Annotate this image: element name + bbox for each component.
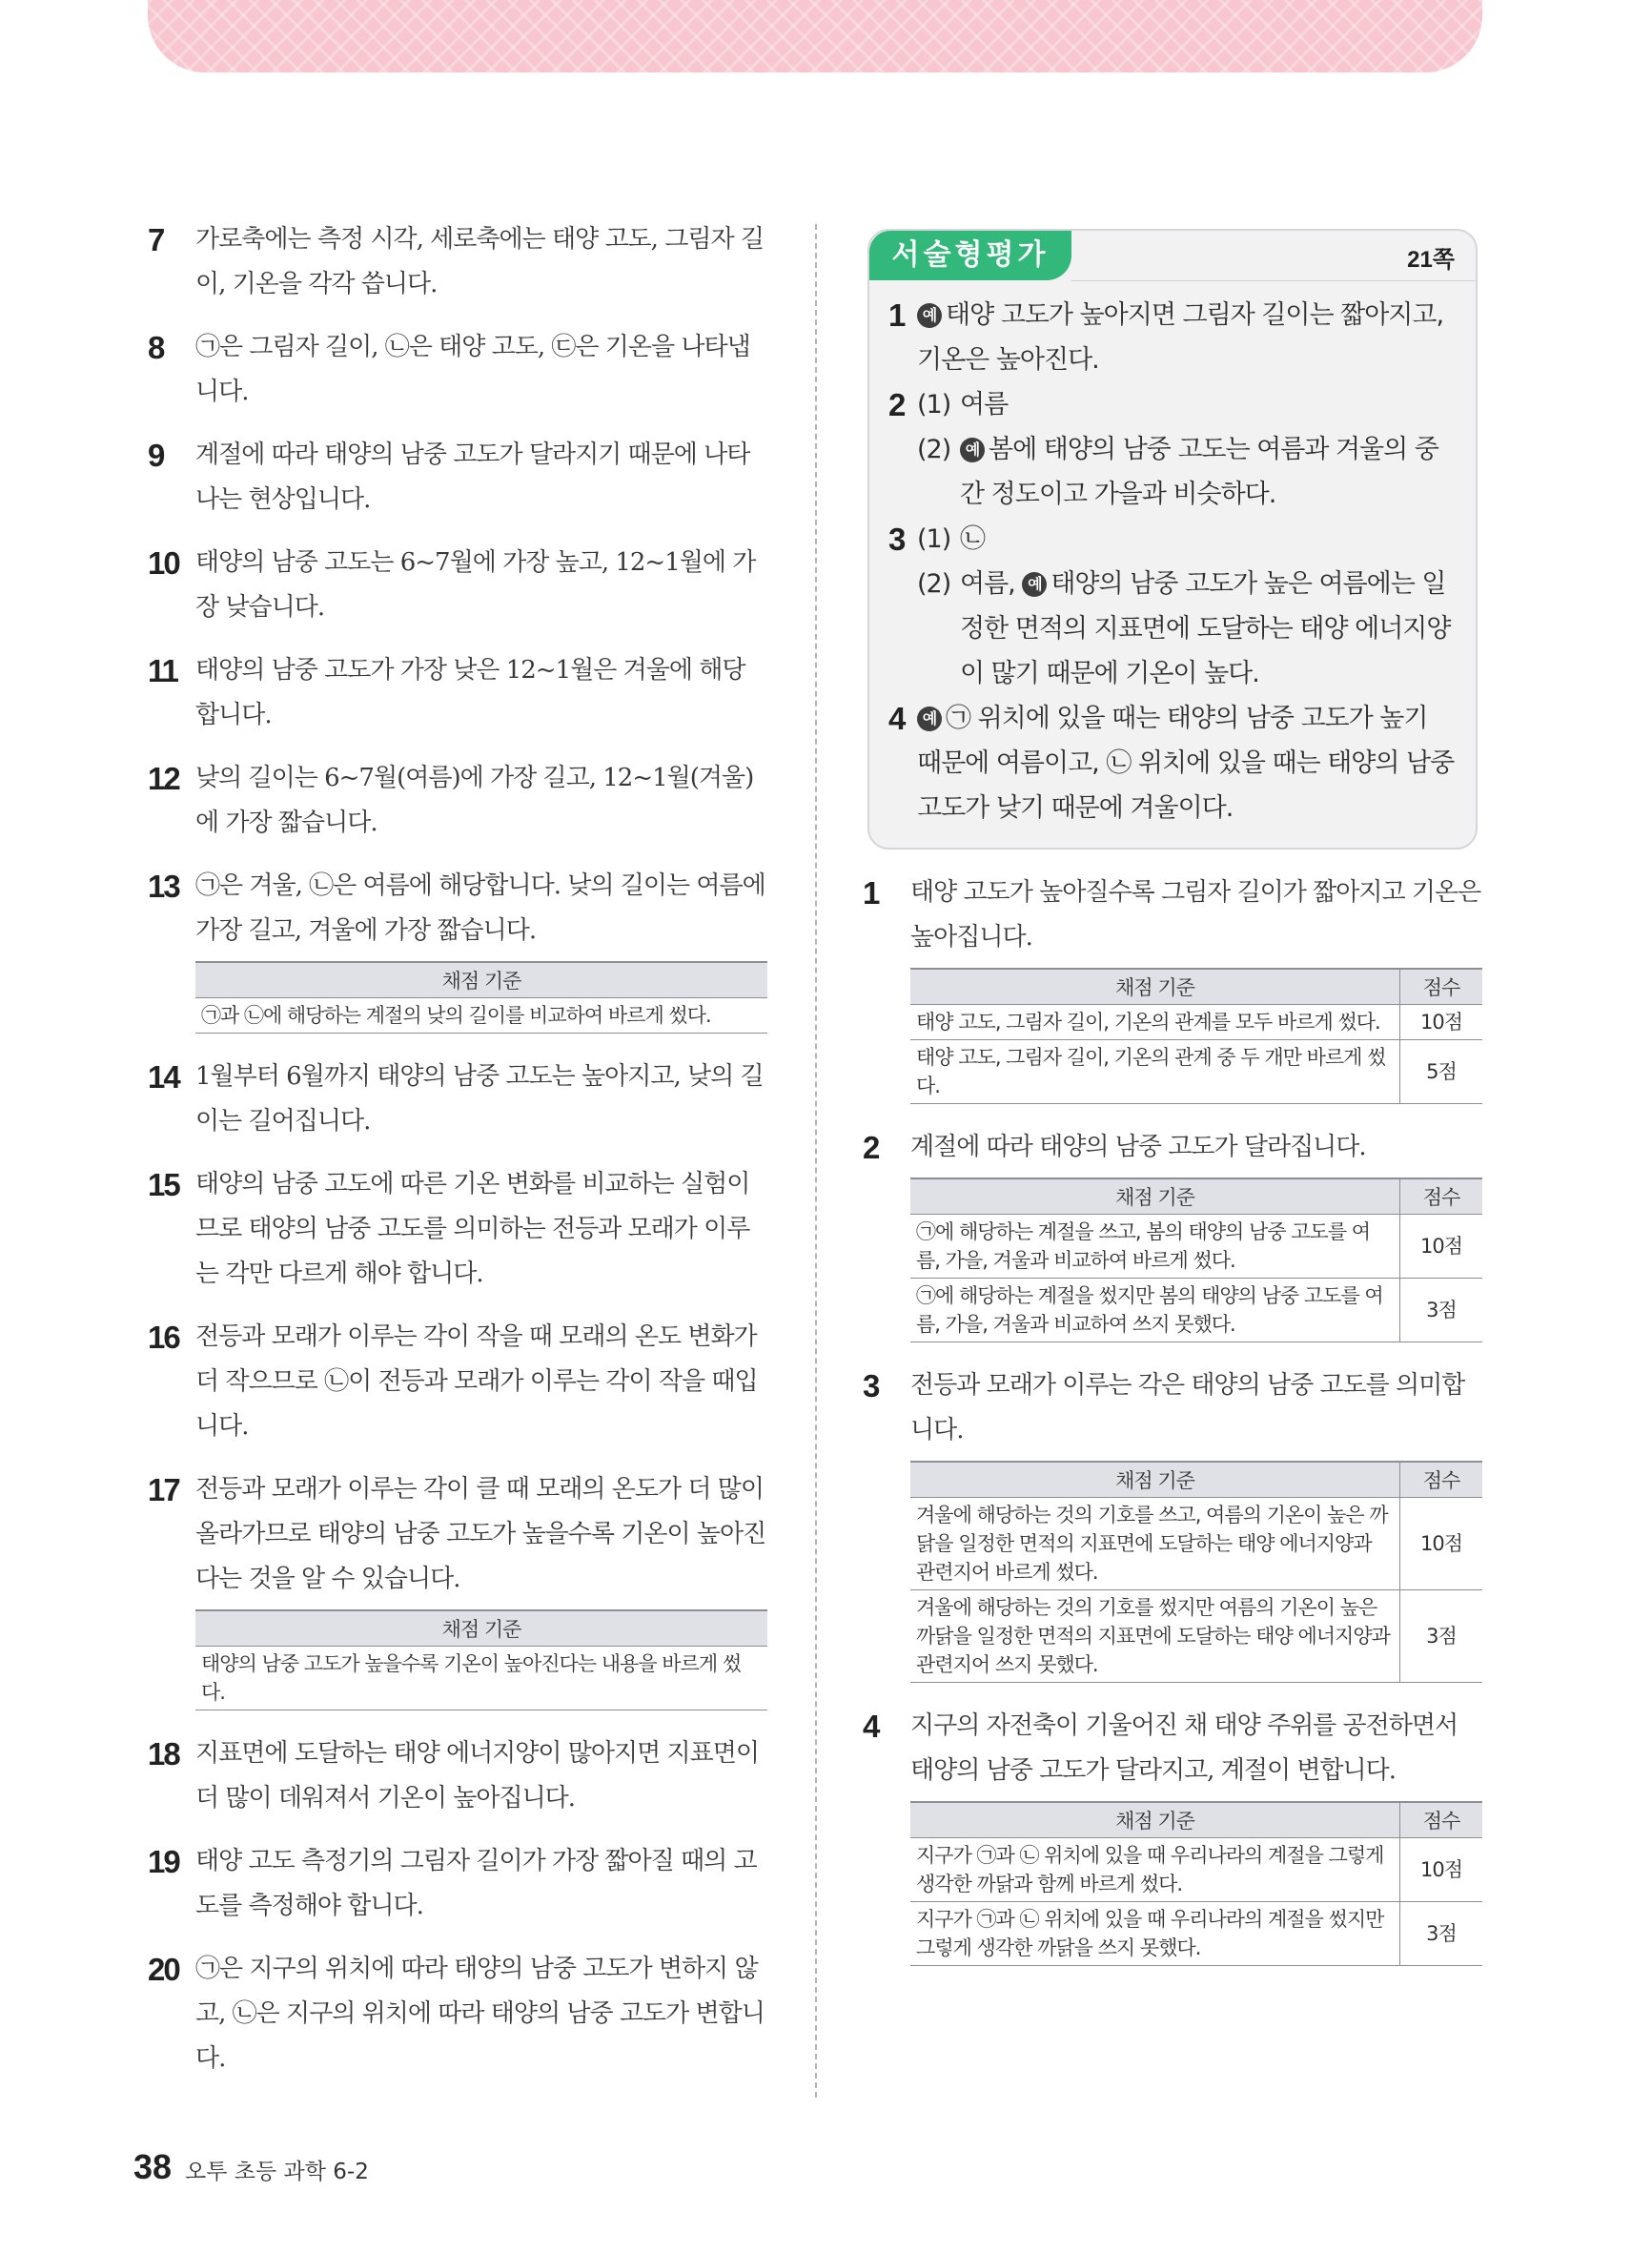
item-number: 13	[148, 869, 179, 904]
answer-item	[148, 1839, 767, 1929]
sub-label: (1)	[917, 390, 951, 420]
answer-text: 태양 고도가 높아지면 그림자 길이는 짧아지고, 기온은 높아진다.	[917, 300, 1444, 375]
points-cell: 10점	[1400, 1498, 1483, 1590]
table-header: 채점 기준	[910, 969, 1400, 1005]
points-cell: 10점	[1400, 1215, 1483, 1279]
header-rule	[1071, 280, 1476, 281]
table-row	[910, 1279, 1482, 1342]
answer-text: 여름	[960, 390, 1009, 420]
item-text: 전등과 모래가 이루는 각이 클 때 모래의 온도가 더 많이 올라가므로 태양의 남중 고도가 높을수록 기온이 높아진다는 것을 알 수 있습니다.	[195, 1475, 766, 1593]
table-row	[910, 1838, 1482, 1902]
table-row	[910, 1040, 1482, 1104]
answer-number: 3	[888, 522, 906, 557]
table-cell: 태양의 남중 고도가 높을수록 기온이 높아진다는 내용을 바르게 썼다.	[195, 1647, 767, 1710]
sub-label: (2)	[917, 569, 951, 599]
item-text: 전등과 모래가 이루는 각이 작을 때 모래의 온도 변화가 더 작으므로 ㉡이 전등과 모래가 이루는 각이 작을 때입니다.	[195, 1322, 758, 1441]
answer-item	[148, 756, 767, 846]
answer-item	[148, 648, 767, 738]
table-cell: ㉠과 ㉡에 해당하는 계절의 낮의 길이를 비교하여 바르게 썼다.	[195, 998, 767, 1034]
item-number: 9	[148, 438, 164, 473]
example-mark-icon: 예	[1022, 572, 1047, 597]
answer-item	[863, 1704, 1482, 1793]
answer-prefix: 여름,	[960, 569, 1015, 599]
item-text: 태양 고도 측정기의 그림자 길이가 가장 짧아질 때의 고도를 측정해야 합니다.	[195, 1847, 757, 1920]
item-number: 11	[148, 653, 177, 688]
table-cell: 겨울에 해당하는 것의 기호를 썼지만 여름의 기온이 높은 까닭을 일정한 면적의 지표면에 도달하는 태양 에너지양과 관련지어 쓰지 못했다.	[910, 1590, 1400, 1683]
item-number: 14	[148, 1059, 179, 1095]
book-title: 오투 초등 과학 6-2	[185, 2160, 369, 2184]
answer-item	[863, 1363, 1482, 1453]
item-text: 계절에 따라 태양의 남중 고도가 달라지기 때문에 나타나는 현상입니다.	[195, 440, 750, 514]
item-text: ㉠은 그림자 길이, ㉡은 태양 고도, ㉢은 기온을 나타냅니다.	[195, 333, 750, 406]
table-header: 채점 기준	[195, 1610, 767, 1647]
item-text: 전등과 모래가 이루는 각은 태양의 남중 고도를 의미합니다.	[910, 1371, 1465, 1444]
answer-item	[148, 1467, 767, 1602]
table-header-points: 점수	[1400, 1178, 1483, 1215]
table-header: 채점 기준	[195, 962, 767, 998]
descriptive-assessment-box	[867, 229, 1478, 850]
item-number: 8	[148, 330, 164, 365]
answer-item	[863, 1125, 1482, 1170]
table-header-points: 점수	[1400, 1462, 1483, 1498]
answer-number: 4	[888, 701, 906, 736]
item-number: 17	[148, 1472, 179, 1507]
table-header: 채점 기준	[910, 1802, 1400, 1838]
scoring-table	[910, 968, 1482, 1104]
item-text: 태양의 남중 고도가 가장 낮은 12~1월은 겨울에 해당합니다.	[195, 656, 745, 729]
item-number: 1	[863, 875, 879, 911]
scoring-table	[195, 1609, 767, 1710]
answer-item	[148, 1162, 767, 1297]
item-text: 1월부터 6월까지 태양의 남중 고도는 높아지고, 낮의 길이는 길어집니다.	[195, 1062, 764, 1136]
item-number: 7	[148, 222, 164, 257]
points-cell: 10점	[1400, 1838, 1483, 1902]
points-cell: 10점	[1400, 1005, 1483, 1040]
table-header: 채점 기준	[910, 1462, 1400, 1498]
table-row	[910, 1215, 1482, 1279]
answer-item	[148, 864, 767, 953]
page-footer	[133, 2147, 369, 2187]
page-number: 38	[133, 2147, 173, 2186]
points-cell: 3점	[1400, 1279, 1483, 1342]
table-cell: 지구가 ㉠과 ㉡ 위치에 있을 때 우리나라의 계절을 그렇게 생각한 까닭과 함께 바르게 썼다.	[910, 1838, 1400, 1902]
item-number: 12	[148, 761, 179, 796]
item-text: 태양의 남중 고도는 6~7월에 가장 높고, 12~1월에 가장 낮습니다.	[195, 548, 756, 622]
scoring-table	[910, 1801, 1482, 1966]
model-answer	[888, 696, 1457, 830]
item-text: ㉠은 지구의 위치에 따라 태양의 남중 고도가 변하지 않고, ㉡은 지구의 위치에 따라 태양의 남중 고도가 변합니다.	[195, 1955, 765, 2073]
table-cell: 겨울에 해당하는 것의 기호를 쓰고, 여름의 기온이 높은 까닭을 일정한 면적의 지표면에 도달하는 태양 에너지양과 관련지어 바르게 썼다.	[910, 1498, 1400, 1590]
answer-text: ㉠ 위치에 있을 때는 태양의 남중 고도가 높기 때문에 여름이고, ㉡ 위치에 있을 때는 태양의 남중 고도가 낮기 때문에 겨울이다.	[917, 704, 1455, 823]
answer-number: 2	[888, 387, 906, 422]
table-row	[910, 1902, 1482, 1966]
table-header-points: 점수	[1400, 969, 1483, 1005]
item-number: 16	[148, 1320, 179, 1355]
header-banner	[148, 0, 1482, 72]
item-text: 태양의 남중 고도에 따른 기온 변화를 비교하는 실험이므로 태양의 남중 고도를 의미하는 전등과 모래가 이루는 각만 다르게 해야 합니다.	[195, 1170, 750, 1288]
answer-item	[148, 541, 767, 630]
item-text: 지구의 자전축이 기울어진 채 태양 주위를 공전하면서 태양의 남중 고도가 달라지고, 계절이 변합니다.	[910, 1711, 1458, 1785]
points-cell: 3점	[1400, 1902, 1483, 1966]
item-number: 4	[863, 1709, 879, 1744]
answer-item	[148, 1315, 767, 1449]
item-number: 3	[863, 1368, 879, 1403]
table-cell: 태양 고도, 그림자 길이, 기온의 관계를 모두 바르게 썼다.	[910, 1005, 1400, 1040]
scoring-table	[910, 1461, 1482, 1683]
table-cell: ㉠에 해당하는 계절을 쓰고, 봄의 태양의 남중 고도를 여름, 가을, 겨울과 비교하여 바르게 썼다.	[910, 1215, 1400, 1279]
answer-item	[148, 1947, 767, 2081]
column-divider	[815, 224, 817, 2098]
item-text: 계절에 따라 태양의 남중 고도가 달라집니다.	[910, 1133, 1366, 1161]
right-column	[863, 229, 1482, 1987]
item-text: 가로축에는 측정 시각, 세로축에는 태양 고도, 그림자 길이, 기온을 각각 씁니다.	[195, 225, 764, 298]
sub-label: (2)	[917, 435, 951, 464]
item-number: 20	[148, 1952, 179, 1987]
item-text: 태양 고도가 높아질수록 그림자 길이가 짧아지고 기온은 높아집니다.	[910, 878, 1481, 952]
item-number: 18	[148, 1736, 179, 1772]
item-number: 2	[863, 1130, 879, 1165]
model-answer	[888, 517, 1457, 696]
example-mark-icon: 예	[917, 303, 942, 328]
answer-number: 1	[888, 297, 906, 333]
answer-item	[148, 1731, 767, 1821]
answer-text: 태양의 남중 고도가 높은 여름에는 일정한 면적의 지표면에 도달하는 태양 에너지양이 많기 때문에 기온이 높다.	[960, 569, 1451, 688]
table-cell: 태양 고도, 그림자 길이, 기온의 관계 중 두 개만 바르게 썼다.	[910, 1040, 1400, 1104]
item-text: 지표면에 도달하는 태양 에너지양이 많아지면 지표면이 더 많이 데워져서 기온이 높아집니다.	[195, 1739, 759, 1813]
model-answer	[888, 293, 1457, 382]
item-number: 15	[148, 1167, 179, 1202]
answer-text: 봄에 태양의 남중 고도는 여름과 겨울의 중간 정도이고 가을과 비슷하다.	[960, 435, 1438, 509]
section-tag: 서술형평가	[869, 231, 1071, 280]
scoring-table	[195, 961, 767, 1034]
answer-item	[148, 325, 767, 415]
left-column	[148, 217, 767, 2099]
model-answer	[888, 382, 1457, 517]
scoring-table	[910, 1178, 1482, 1342]
answer-text: ㉡	[960, 524, 985, 554]
table-cell: 지구가 ㉠과 ㉡ 위치에 있을 때 우리나라의 계절을 썼지만 그렇게 생각한 까닭을 쓰지 못했다.	[910, 1902, 1400, 1966]
table-row	[910, 1005, 1482, 1040]
points-cell: 5점	[1400, 1040, 1483, 1104]
box-header	[869, 231, 1476, 280]
table-cell: ㉠에 해당하는 계절을 썼지만 봄의 태양의 남중 고도를 여름, 가을, 겨울과 비교하여 쓰지 못했다.	[910, 1279, 1400, 1342]
item-text: 낮의 길이는 6~7월(여름)에 가장 길고, 12~1월(겨울)에 가장 짧습니다.	[195, 764, 754, 837]
item-text: ㉠은 겨울, ㉡은 여름에 해당합니다. 낮의 길이는 여름에 가장 길고, 겨울에 가장 짧습니다.	[195, 871, 765, 945]
table-row	[910, 1498, 1482, 1590]
sub-label: (1)	[917, 524, 951, 554]
item-number: 19	[148, 1844, 179, 1879]
item-number: 10	[148, 545, 179, 581]
answer-item	[863, 870, 1482, 960]
answer-item	[148, 433, 767, 522]
example-mark-icon: 예	[917, 707, 942, 731]
answer-item	[148, 217, 767, 307]
table-header: 채점 기준	[910, 1178, 1400, 1215]
answer-item	[148, 1055, 767, 1144]
example-mark-icon: 예	[960, 438, 985, 462]
table-row	[910, 1590, 1482, 1683]
table-header-points: 점수	[1400, 1802, 1483, 1838]
points-cell: 3점	[1400, 1590, 1483, 1683]
page-reference: 21쪽	[1407, 247, 1455, 273]
